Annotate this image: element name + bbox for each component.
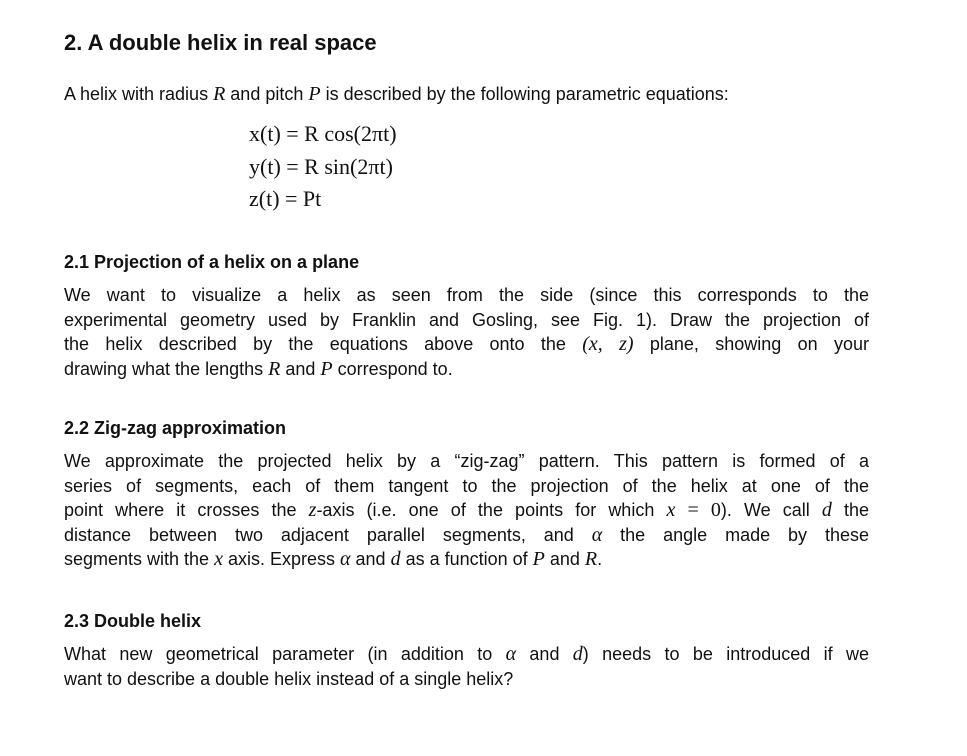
- math-P: P: [532, 548, 545, 570]
- text-run: segments with the: [64, 549, 215, 569]
- text-run: the: [831, 500, 869, 520]
- math-P: P: [320, 357, 333, 380]
- text-run: distance between two adjacent parallel segments, and: [64, 524, 592, 545]
- text-run: point where it crosses the: [64, 500, 309, 520]
- text-run: plane, showing on your: [633, 334, 869, 354]
- text-line: [64, 642, 869, 667]
- text-line: We approximate the projected helix by a “zig-zag” pattern. This pattern is formed of a: [64, 451, 869, 471]
- double-helix-paragraph: [64, 642, 869, 691]
- intro-paragraph: [64, 83, 729, 106]
- subsection-heading-projection: 2.1 Projection of a helix on a plane: [64, 252, 360, 272]
- text-run: and: [516, 644, 573, 664]
- math-equals-zero: = 0: [675, 499, 721, 521]
- text-line: [64, 547, 869, 572]
- math-z: z: [308, 499, 317, 521]
- math-alpha: α: [340, 548, 351, 570]
- text-run: the angle made by these: [602, 524, 870, 545]
- intro-text: A helix with radius: [64, 84, 214, 104]
- text-line: [64, 498, 869, 523]
- text-run: and: [350, 549, 391, 569]
- zigzag-paragraph: [64, 449, 869, 572]
- text-line: [64, 523, 869, 548]
- text-run: as a function of: [400, 549, 533, 569]
- projection-paragraph: [64, 283, 869, 381]
- equation-y: y(t) = R sin(2πt): [249, 154, 393, 179]
- subsection-heading-zigzag: 2.2 Zig-zag approximation: [64, 418, 287, 438]
- text-run: axis. Express: [222, 549, 341, 569]
- math-R: R: [213, 83, 226, 105]
- text-line: [64, 357, 869, 382]
- math-d: d: [390, 548, 401, 570]
- intro-text: is described by the following parametric equations:: [320, 84, 729, 104]
- intro-text: and pitch: [225, 84, 309, 104]
- math-R: R: [584, 548, 598, 570]
- math-alpha: α: [505, 643, 517, 665]
- text-line: We want to visualize a helix as seen from the side (since this corresponds to the: [64, 285, 869, 305]
- text-run: and: [280, 358, 321, 379]
- text-line: [64, 332, 869, 357]
- math-P: P: [308, 83, 321, 105]
- text-run: ) needs to be introduced if we: [582, 644, 869, 664]
- equation-x: x(t) = R cos(2πt): [249, 121, 397, 146]
- text-line: series of segments, each of them tangent to the projection of the helix at one of the: [64, 475, 869, 496]
- text-run: -axis (i.e. one of the points for which: [316, 500, 667, 520]
- math-alpha: α: [591, 523, 603, 546]
- text-run: correspond to.: [332, 358, 453, 379]
- text-run: and: [544, 549, 585, 569]
- section-heading: 2. A double helix in real space: [64, 30, 377, 55]
- text-line: want to describe a double helix instead of a single helix?: [64, 668, 514, 689]
- text-run: ). We call: [720, 500, 822, 520]
- math-xz: (x, z): [582, 333, 634, 355]
- math-x: x: [214, 548, 223, 570]
- text-run: What new geometrical parameter (in addition to: [64, 644, 506, 664]
- text-run: drawing what the lengths: [64, 358, 269, 379]
- text-run: .: [597, 549, 603, 569]
- math-R: R: [268, 357, 281, 380]
- text-run: the helix described by the equations above onto the: [64, 334, 583, 354]
- math-x: x: [666, 499, 676, 521]
- text-line: experimental geometry used by Franklin and Gosling, see Fig. 1). Draw the projection of: [64, 309, 869, 330]
- math-d: d: [572, 643, 583, 665]
- equation-z: z(t) = Pt: [249, 186, 322, 211]
- math-d: d: [821, 499, 832, 521]
- subsection-heading-double-helix: 2.3 Double helix: [64, 611, 202, 631]
